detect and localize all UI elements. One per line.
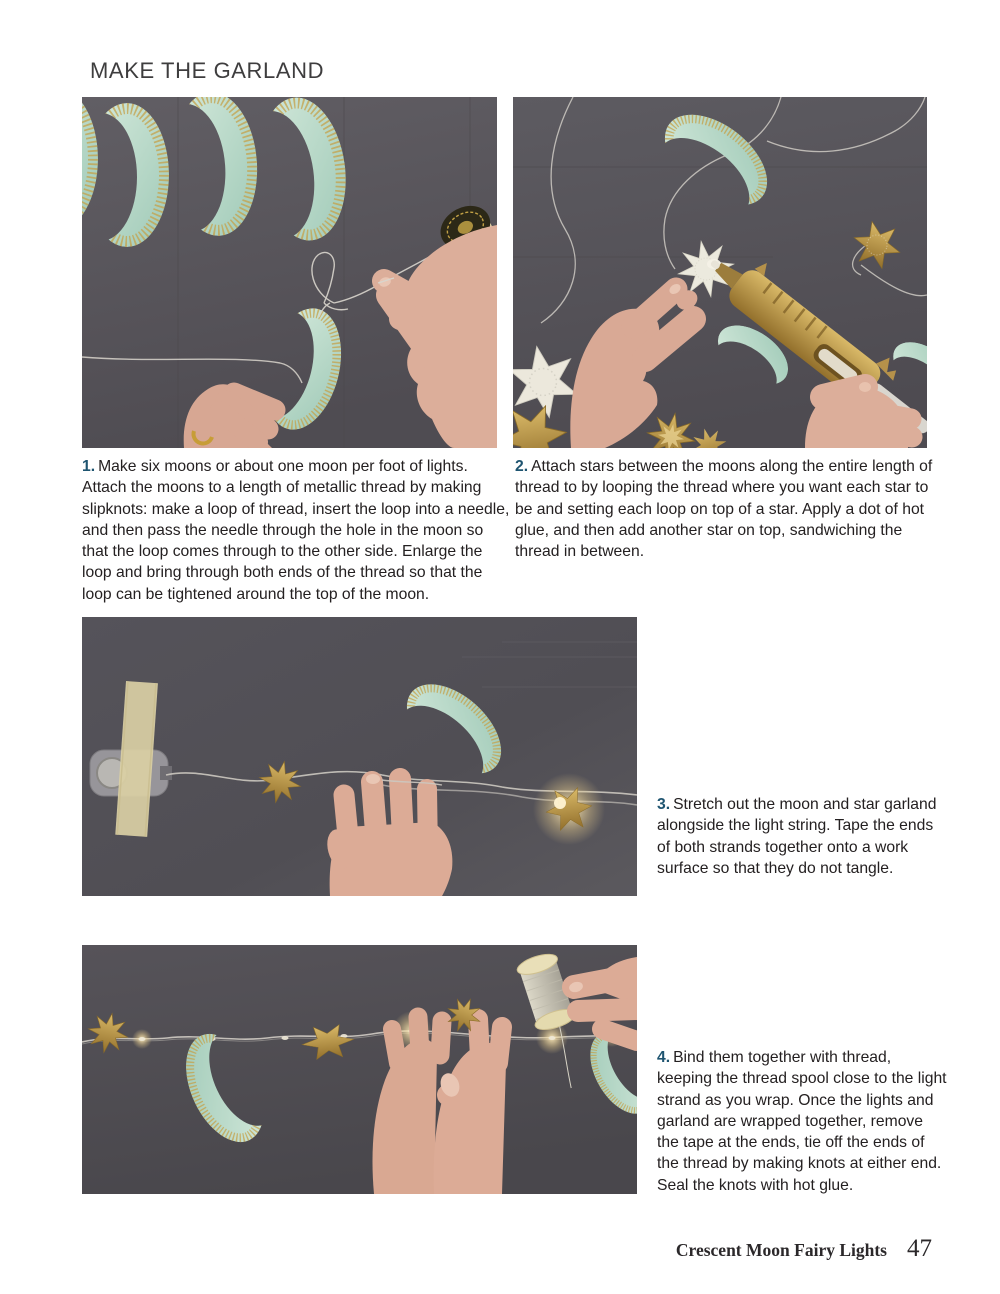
photo-step1-threading-moons <box>82 97 497 448</box>
step-2-text <box>515 456 939 562</box>
footer-book-title: Crescent Moon Fairy Lights <box>675 1240 887 1260</box>
step-3-body: Stretch out the moon and star garland alongside the light string. Tape the ends of both strands together onto a work surface so that they do not tangle. <box>657 796 937 877</box>
step-2-body: Attach stars between the moons along the entire length of thread to by looping the thread where you want each star to be and setting each loop on top of a star. Apply a dot of hot glue, and then add another star on top, sandwiching the thread in between. <box>515 458 933 561</box>
crescent-moon <box>85 103 169 247</box>
photo-step1-illustration <box>82 97 497 448</box>
photo-step4-binding-thread <box>82 945 637 1194</box>
step-2-number: 2. <box>515 458 529 475</box>
step-4-body: Bind them together with thread, keeping the thread spool close to the light strand as you wrap. Once the lights and garland are wrapped together, remove the tape at the ends, tie off the ends of the thread by making knots at either end. Seal the knots with hot glue. <box>657 1049 947 1194</box>
photo-step3-taped-strands <box>82 617 637 896</box>
step-4-number: 4. <box>657 1049 671 1066</box>
footer-page-number: 47 <box>907 1235 932 1262</box>
step-1-body: Make six moons or about one moon per foot of lights. Attach the moons to a length of metallic thread by making slipknots: make a loop of thread, insert the loop into a needle, and then pass the needle through the hole in the moon so that the loop comes through to the other side. Enlarge the loop and bring through both ends of the thread so that the loop can be tightened around the top of the moon. <box>82 458 510 603</box>
page-footer <box>430 1235 932 1263</box>
photo-step3-illustration <box>82 617 637 896</box>
step-3-text <box>657 794 939 879</box>
step-3-number: 3. <box>657 796 671 813</box>
photo-step2-gluing-stars <box>513 97 927 448</box>
fingernail <box>859 382 871 392</box>
step-1-number: 1. <box>82 458 96 475</box>
step-1-text <box>82 456 510 605</box>
crescent-moon-row <box>82 97 355 247</box>
photo-step4-illustration <box>82 945 637 1194</box>
page-title: MAKE THE GARLAND <box>90 58 325 83</box>
photo-step2-illustration <box>513 97 927 448</box>
lit-star <box>533 773 605 845</box>
fingernail <box>366 774 380 784</box>
step-4-text <box>657 1047 949 1196</box>
